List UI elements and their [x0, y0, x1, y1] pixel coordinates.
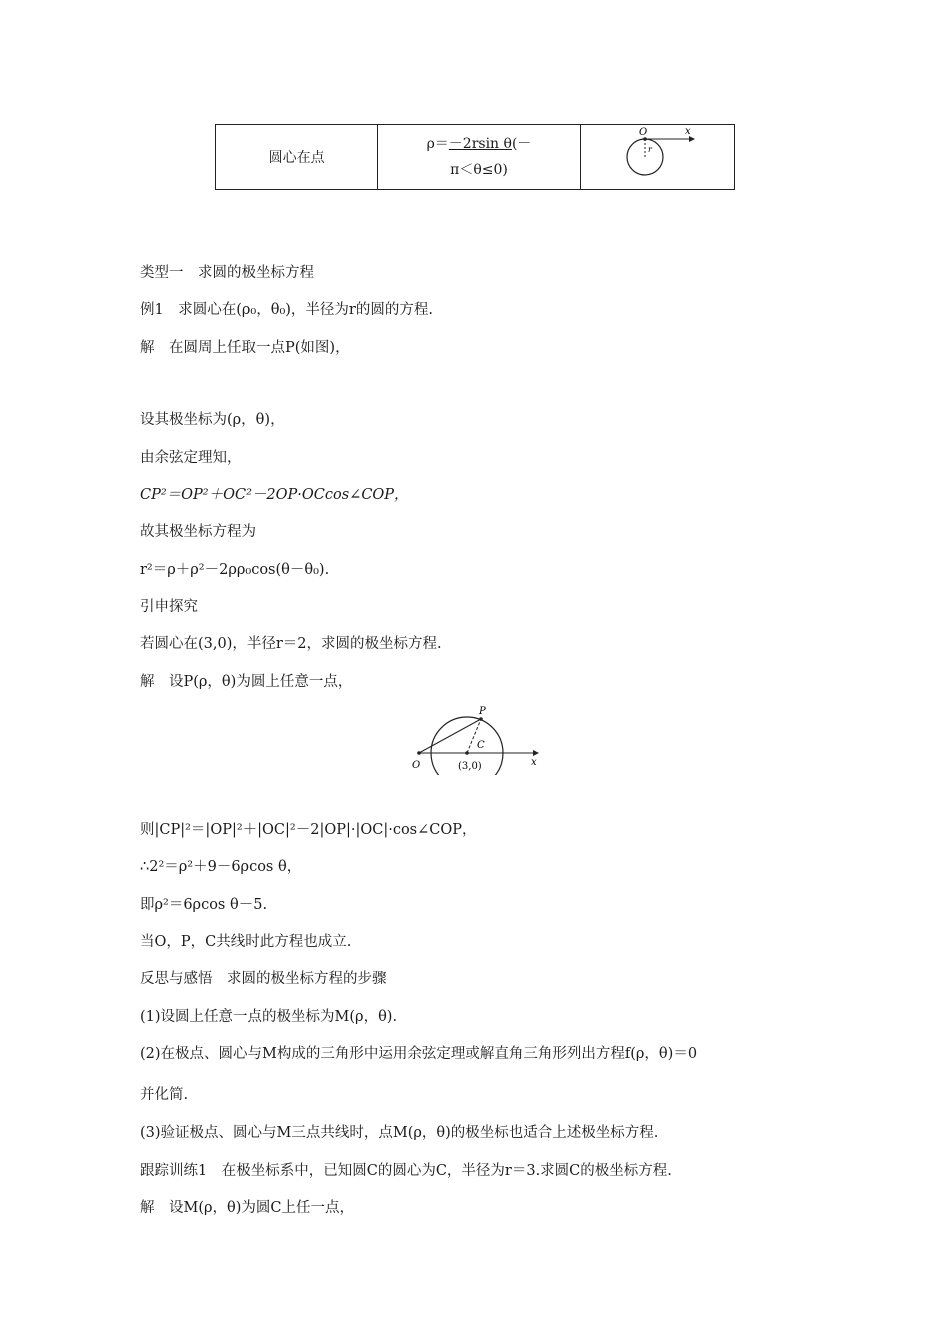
text-line: 当O，P，C共线时此方程也成立.: [140, 934, 352, 950]
reflection-heading: 反思与感悟 求圆的极坐标方程的步骤: [140, 971, 387, 987]
subsection-heading: 引申探究: [140, 599, 198, 615]
equation-range: π＜θ≤0): [450, 162, 508, 178]
text-line: 由余弦定理知，: [140, 450, 242, 466]
table-cell-figure: [580, 125, 734, 190]
formula-line: r²＝ρ＋ρ²－2ρρ₀cos(θ－θ₀).: [140, 562, 330, 578]
circle-center-3-0-figure: [405, 700, 550, 775]
circle-below-pole-figure: [581, 125, 735, 189]
label-p: P: [479, 706, 486, 717]
formula-line: 则|CP|²＝|OP|²＋|OC|²－2|OP|·|OC|·cos∠COP，: [140, 822, 477, 838]
label-o: O: [638, 127, 647, 138]
table-cell-equation: [378, 125, 580, 190]
label-o: O: [412, 760, 421, 771]
segment-op: [419, 719, 481, 753]
step-1: (1)设圆上任意一点的极坐标为M(ρ，θ).: [140, 1009, 398, 1025]
section-heading: 类型一 求圆的极坐标方程: [140, 265, 314, 281]
equation-prefix: ρ＝: [426, 136, 449, 152]
step-2-continued: 并化简.: [140, 1087, 189, 1103]
practice-problem: 跟踪训练1 在极坐标系中，已知圆C的圆心为C，半径为r＝3.求圆C的极坐标方程.: [140, 1163, 672, 1179]
formula-line: 即ρ²＝6ρcos θ－5.: [140, 897, 268, 913]
formula-table: [215, 124, 735, 190]
table-row: [216, 125, 735, 190]
example-title: 例1 求圆心在(ρ₀，θ₀)，半径为r的圆的方程.: [140, 302, 433, 318]
table-cell-condition: 圆心在点: [216, 125, 378, 190]
solution-line: 解 设M(ρ，θ)为圆C上任一点，: [140, 1200, 355, 1216]
step-2: (2)在极点、圆心与M构成的三角形中运用余弦定理或解直角三角形列出方程f(ρ，θ)＝0: [140, 1046, 698, 1062]
label-c: C: [477, 740, 485, 751]
axis-arrow-icon: [533, 750, 539, 756]
label-x: x: [531, 757, 537, 768]
solution-line: 解 设P(ρ，θ)为圆上任意一点，: [140, 674, 353, 690]
label-center: (3,0): [458, 761, 482, 772]
formula-line: CP²＝OP²＋OC²－2OP·OCcos∠COP，: [140, 487, 409, 503]
equation-underlined: －2rsin θ: [448, 136, 512, 152]
equation-suffix: (－: [511, 136, 532, 152]
solution-line: 解 在圆周上任取一点P(如图)，: [140, 340, 350, 356]
problem-line: 若圆心在(3,0)，半径r＝2，求圆的极坐标方程.: [140, 636, 442, 652]
label-x: x: [684, 126, 691, 137]
text-line: 故其极坐标方程为: [140, 524, 256, 540]
label-r: r: [647, 145, 652, 154]
text-line: 设其极坐标为(ρ，θ)，: [140, 412, 285, 428]
step-3: (3)验证极点、圆心与M三点共线时，点M(ρ，θ)的极坐标也适合上述极坐标方程.: [140, 1125, 659, 1141]
formula-line: ∴2²＝ρ²＋9－6ρcos θ，: [140, 859, 302, 875]
